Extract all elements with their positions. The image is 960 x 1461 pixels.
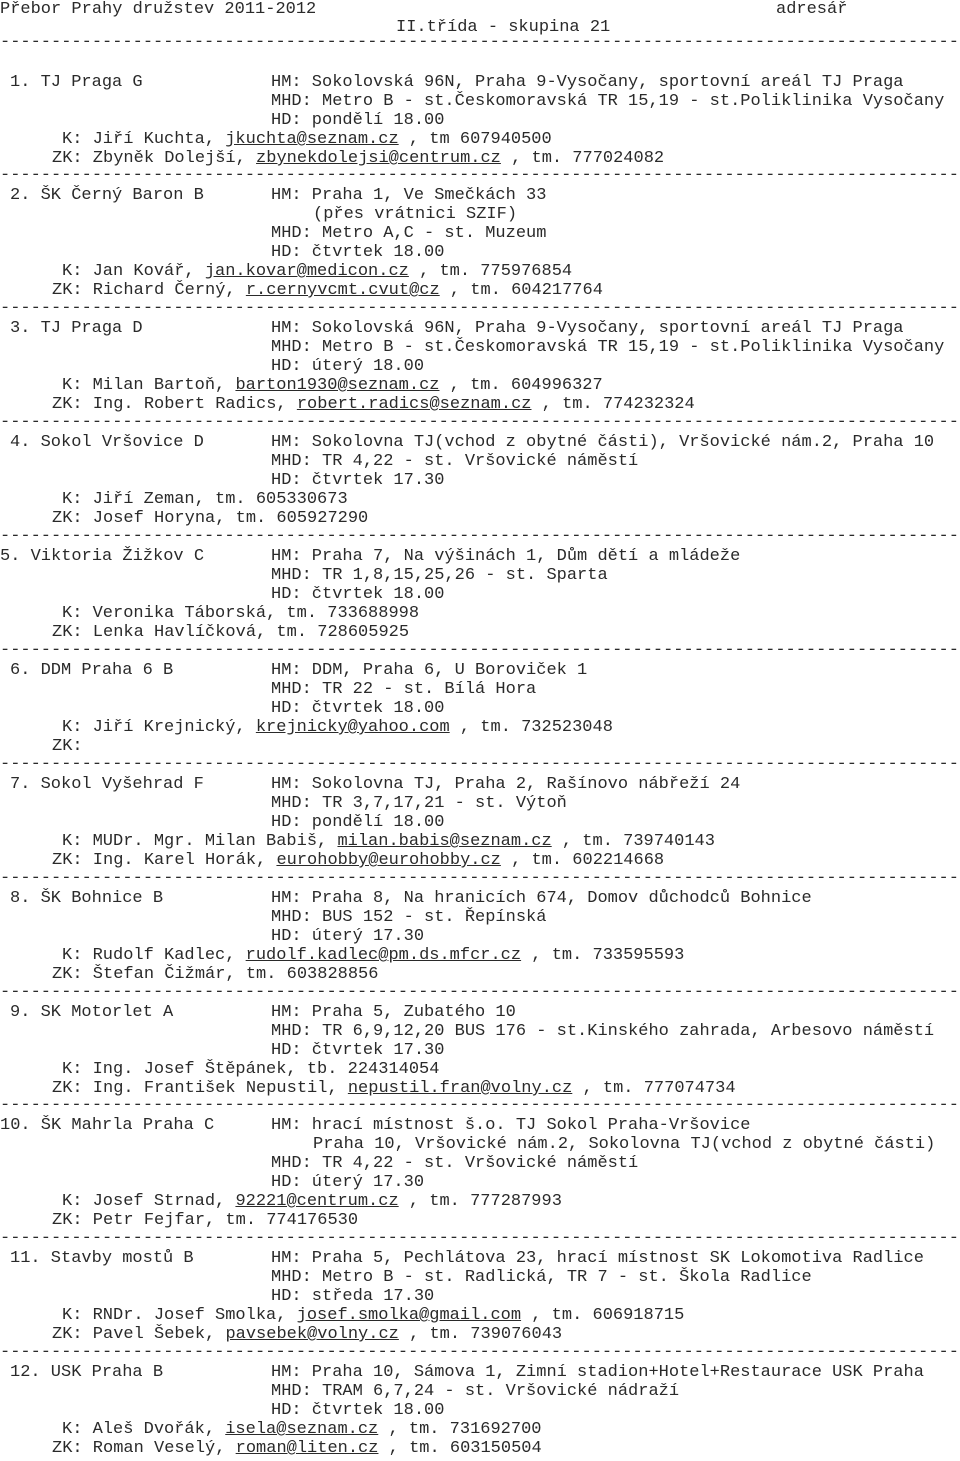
captain-contact-label: K: RNDr. Josef Smolka, [62, 1306, 297, 1325]
captain-contact-label: K: Josef Strnad, [62, 1192, 236, 1211]
vice-captain-contact-phone: , tm. 602214668 [500, 851, 665, 870]
public-transport: MHD: Metro B - st.Českomoravská TR 15,19 - st.Poliklinika Vysočany [271, 338, 945, 357]
vice-captain-contact-phone: , tm. 603150504 [378, 1439, 542, 1458]
vice-captain-contact-email-link[interactable]: pavsebek@volny.cz [225, 1325, 399, 1344]
captain-contact-label: K: Jiří Kuchta, [62, 130, 226, 149]
public-transport: MHD: TR 4,22 - st. Vršovické náměstí [271, 452, 639, 471]
vice-captain-contact-email-link[interactable]: zbynekdolejsi@centrum.cz [256, 149, 501, 168]
captain-contact-label: K: Aleš Dvořák, [62, 1420, 226, 1439]
captain-contact-phone: , tm. 733595593 [521, 946, 685, 965]
vice-captain-contact-label: ZK: Zbyněk Dolejší, [52, 149, 257, 168]
match-day: HD: úterý 18.00 [271, 357, 425, 376]
match-day: HD: středa 17.30 [271, 1287, 435, 1306]
match-day: HD: čtvrtek 18.00 [271, 1401, 445, 1420]
captain-contact [62, 130, 552, 149]
home-venue: HM: Sokolovská 96N, Praha 9-Vysočany, sportovní areál TJ Praga [271, 319, 904, 338]
captain-contact [62, 490, 348, 509]
group-subtitle: II.třída - skupina 21 [396, 18, 611, 37]
match-day: HD: čtvrtek 17.30 [271, 1041, 445, 1060]
vice-captain-contact [52, 965, 378, 984]
vice-captain-contact-label: ZK: Petr Fejfar, tm. 774176530 [52, 1211, 359, 1230]
vice-captain-contact-label: ZK: Roman Veselý, [52, 1439, 236, 1458]
vice-captain-contact-label: ZK: Pavel Šebek, [52, 1325, 226, 1344]
captain-contact [62, 946, 684, 965]
public-transport: MHD: TR 22 - st. Bílá Hora [271, 680, 537, 699]
vice-captain-contact-label: ZK: Richard Černý, [52, 281, 246, 300]
captain-contact-label: K: Ing. Josef Štěpánek, tb. 224314054 [62, 1060, 440, 1079]
home-venue: HM: Praha 5, Zubatého 10 [271, 1003, 516, 1022]
vice-captain-contact [52, 737, 83, 756]
captain-contact [62, 1420, 542, 1439]
home-venue: HM: Sokolovna TJ, Praha 2, Rašínovo nábřeží 24 [271, 775, 741, 794]
separator-line: ---------------------------------------------------------------------------------------------- [0, 988, 959, 998]
vice-captain-contact [52, 623, 409, 642]
home-venue: HM: DDM, Praha 6, U Boroviček 1 [271, 661, 588, 680]
public-transport: MHD: Metro B - st. Radlická, TR 7 - st. Škola Radlice [271, 1268, 812, 1287]
vice-captain-contact-phone: , tm. 604217764 [439, 281, 603, 300]
match-day: HD: čtvrtek 18.00 [271, 585, 445, 604]
public-transport: MHD: BUS 152 - st. Řepínská [271, 908, 547, 927]
public-transport: MHD: Metro A,C - st. Muzeum [271, 224, 547, 243]
match-day: HD: čtvrtek 18.00 [271, 243, 445, 262]
team-name: 11. Stavby mostů B [10, 1249, 194, 1268]
captain-contact-phone: , tm. 739740143 [551, 832, 715, 851]
vice-captain-contact-label: ZK: Ing. Robert Radics, [52, 395, 297, 414]
home-venue: HM: Praha 8, Na hranicích 674, Domov důchodců Bohnice [271, 889, 812, 908]
match-day: HD: pondělí 18.00 [271, 111, 445, 130]
captain-contact-phone: , tm. 604996327 [439, 376, 603, 395]
separator-line: ---------------------------------------------------------------------------------------------- [0, 171, 959, 181]
vice-captain-contact-email-link[interactable]: eurohobby@eurohobby.cz [276, 851, 501, 870]
vice-captain-contact-email-link[interactable]: nepustil.fran@volny.cz [347, 1079, 573, 1098]
home-venue: HM: Praha 10, Sámova 1, Zimní stadion+Hotel+Restaurace USK Praha [271, 1363, 924, 1382]
vice-captain-contact-phone: , tm. 777074734 [572, 1079, 736, 1098]
separator-line: ---------------------------------------------------------------------------------------------- [0, 646, 959, 656]
team-name: 10. ŠK Mahrla Praha C [0, 1116, 215, 1135]
vice-captain-contact [52, 1325, 562, 1344]
vice-captain-contact [52, 149, 664, 168]
captain-contact-phone: , tm 607940500 [398, 130, 552, 149]
vice-captain-contact-label: ZK: Lenka Havlíčková, tm. 728605925 [52, 623, 410, 642]
captain-contact-phone: , tm. 775976854 [408, 262, 573, 281]
vice-captain-contact-phone: , tm. 774232324 [531, 395, 695, 414]
home-venue: HM: hrací místnost š.o. TJ Sokol Praha-Vršovice [271, 1116, 751, 1135]
team-name: 8. ŠK Bohnice B [10, 889, 164, 908]
captain-contact [62, 376, 603, 395]
vice-captain-contact [52, 1211, 358, 1230]
captain-contact-phone: , tm. 777287993 [398, 1192, 562, 1211]
separator-line: ---------------------------------------------------------------------------------------------- [0, 874, 959, 884]
public-transport: MHD: TR 4,22 - st. Vršovické náměstí [271, 1154, 639, 1173]
captain-contact-label: K: Rudolf Kadlec, [62, 946, 246, 965]
vice-captain-contact [52, 395, 695, 414]
vice-captain-contact [52, 1439, 542, 1458]
vice-captain-contact [52, 1079, 736, 1098]
captain-contact [62, 1060, 439, 1079]
captain-contact [62, 604, 419, 623]
match-day: HD: úterý 17.30 [271, 927, 425, 946]
match-day: HD: čtvrtek 18.00 [271, 699, 445, 718]
separator-line: ---------------------------------------------------------------------------------------------- [0, 1348, 959, 1358]
captain-contact-email-link[interactable]: milan.babis@seznam.cz [337, 832, 552, 851]
captain-contact [62, 1306, 684, 1325]
captain-contact-email-link[interactable]: jan.kovar@medicon.cz [204, 262, 409, 281]
public-transport: MHD: TRAM 6,7,24 - st. Vršovické nádraží [271, 1382, 680, 1401]
home-venue: HM: Sokolovna TJ(vchod z obytné části), Vršovické nám.2, Praha 10 [271, 433, 935, 452]
public-transport: MHD: TR 6,9,12,20 BUS 176 - st.Kinského zahrada, Arbesovo náměstí [271, 1022, 935, 1041]
team-name: 12. USK Praha B [10, 1363, 164, 1382]
vice-captain-contact-email-link[interactable]: robert.radics@seznam.cz [296, 395, 532, 414]
captain-contact [62, 832, 715, 851]
team-name: 6. DDM Praha 6 B [10, 661, 174, 680]
team-name: 1. TJ Praga G [10, 73, 143, 92]
home-venue: HM: Sokolovská 96N, Praha 9-Vysočany, sportovní areál TJ Praga [271, 73, 904, 92]
vice-captain-contact [52, 281, 603, 300]
team-name: 2. ŠK Černý Baron B [10, 186, 204, 205]
match-day: HD: úterý 17.30 [271, 1173, 425, 1192]
team-name: 7. Sokol Vyšehrad F [10, 775, 204, 794]
vice-captain-contact-phone: , tm. 777024082 [500, 149, 665, 168]
home-venue: HM: Praha 1, Ve Smečkách 33 [271, 186, 547, 205]
match-day: HD: pondělí 18.00 [271, 813, 445, 832]
directory-label: adresář [776, 0, 848, 19]
public-transport: MHD: TR 1,8,15,25,26 - st. Sparta [271, 566, 608, 585]
vice-captain-contact-phone: , tm. 739076043 [398, 1325, 563, 1344]
match-day: HD: čtvrtek 17.30 [271, 471, 445, 490]
captain-contact-label: K: MUDr. Mgr. Milan Babiš, [62, 832, 338, 851]
public-transport: MHD: Metro B - st.Českomoravská TR 15,19 - st.Poliklinika Vysočany [271, 92, 945, 111]
separator-line: ---------------------------------------------------------------------------------------------- [0, 532, 959, 542]
vice-captain-contact-email-link[interactable]: roman@liten.cz [235, 1439, 379, 1458]
captain-contact-label: K: Jan Kovář, [62, 262, 205, 281]
captain-contact-email-link[interactable]: barton1930@seznam.cz [235, 376, 440, 395]
captain-contact-label: K: Milan Bartoň, [62, 376, 236, 395]
captain-contact-email-link[interactable]: krejnicky@yahoo.com [255, 718, 450, 737]
separator-line: ---------------------------------------------------------------------------------------------- [0, 1101, 959, 1111]
team-name: 3. TJ Praga D [10, 319, 143, 338]
vice-captain-contact-label: ZK: Ing. František Nepustil, [52, 1079, 348, 1098]
captain-contact-email-link[interactable]: isela@seznam.cz [225, 1420, 379, 1439]
vice-captain-contact-email-link[interactable]: r.cernyvcmt.cvut@cz [245, 281, 440, 300]
captain-contact-phone: , tm. 606918715 [521, 1306, 685, 1325]
separator-line: ---------------------------------------------------------------------------------------------- [0, 418, 959, 428]
separator-line: ---------------------------------------------------------------------------------------------- [0, 760, 959, 770]
captain-contact-email-link[interactable]: rudolf.kadlec@pm.ds.mfcr.cz [245, 946, 522, 965]
team-name: 4. Sokol Vršovice D [10, 433, 204, 452]
captain-contact-email-link[interactable]: josef.smolka@gmail.com [296, 1306, 522, 1325]
captain-contact-phone: , tm. 732523048 [449, 718, 613, 737]
vice-captain-contact [52, 509, 368, 528]
separator-line: ---------------------------------------------------------------------------------------------- [0, 1234, 959, 1244]
captain-contact-label: K: Veronika Táborská, tm. 733688998 [62, 604, 420, 623]
vice-captain-contact [52, 851, 664, 870]
captain-contact-phone: , tm. 731692700 [378, 1420, 542, 1439]
vice-captain-contact-label: ZK: [52, 737, 83, 756]
vice-captain-contact-label: ZK: Ing. Karel Horák, [52, 851, 277, 870]
vice-captain-contact-label: ZK: Štefan Čižmár, tm. 603828856 [52, 965, 379, 984]
vice-captain-contact-label: ZK: Josef Horyna, tm. 605927290 [52, 509, 369, 528]
team-name: 9. SK Motorlet A [10, 1003, 174, 1022]
captain-contact-label: K: Jiří Zeman, tm. 605330673 [62, 490, 348, 509]
captain-contact [62, 1192, 562, 1211]
home-venue: (přes vrátnici SZIF) [313, 205, 518, 224]
home-venue: HM: Praha 7, Na výšinách 1, Dům dětí a mládeže [271, 547, 741, 566]
home-venue: HM: Praha 5, Pechlátova 23, hrací místnost SK Lokomotiva Radlice [271, 1249, 924, 1268]
captain-contact-email-link[interactable]: jkuchta@seznam.cz [225, 130, 399, 149]
captain-contact [62, 718, 613, 737]
separator-line: ---------------------------------------------------------------------------------------------- [0, 38, 959, 48]
captain-contact [62, 262, 572, 281]
competition-title: Přebor Prahy družstev 2011-2012 [0, 0, 317, 19]
separator-line: ---------------------------------------------------------------------------------------------- [0, 304, 959, 314]
team-name: 5. Viktoria Žižkov C [0, 547, 205, 566]
captain-contact-email-link[interactable]: 92221@centrum.cz [235, 1192, 399, 1211]
public-transport: MHD: TR 3,7,17,21 - st. Výtoň [271, 794, 567, 813]
home-venue: Praha 10, Vršovické nám.2, Sokolovna TJ(vchod z obytné části) [313, 1135, 936, 1154]
captain-contact-label: K: Jiří Krejnický, [62, 718, 256, 737]
